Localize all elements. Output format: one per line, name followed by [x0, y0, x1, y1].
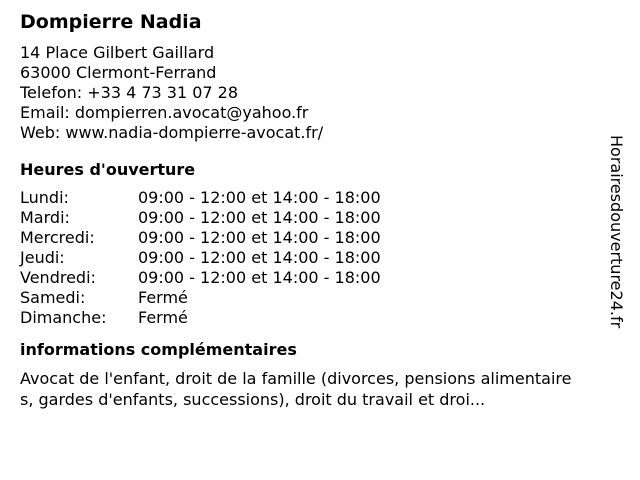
hours-time: Fermé — [138, 308, 188, 327]
hours-time: 09:00 - 12:00 et 14:00 - 18:00 — [138, 208, 381, 227]
hours-table — [20, 188, 610, 328]
phone-line: Telefon: +33 4 73 31 07 28 — [20, 83, 239, 102]
hours-day: Mardi: — [20, 208, 70, 227]
business-card — [20, 10, 610, 410]
hours-row-samedi — [20, 288, 610, 308]
hours-time: Fermé — [138, 288, 188, 307]
hours-day: Mercredi: — [20, 228, 95, 247]
hours-day: Jeudi: — [20, 248, 65, 267]
hours-time: 09:00 - 12:00 et 14:00 - 18:00 — [138, 228, 381, 247]
hours-time: 09:00 - 12:00 et 14:00 - 18:00 — [138, 248, 381, 267]
site-watermark: Horairesdouverture24.fr — [607, 135, 626, 329]
hours-row-dimanche — [20, 308, 610, 328]
hours-row-jeudi — [20, 248, 610, 268]
hours-title: Heures d'ouverture — [20, 160, 196, 179]
hours-row-mardi — [20, 208, 610, 228]
hours-time: 09:00 - 12:00 et 14:00 - 18:00 — [138, 188, 381, 207]
hours-time: 09:00 - 12:00 et 14:00 - 18:00 — [138, 268, 381, 287]
hours-day: Vendredi: — [20, 268, 96, 287]
website-line: Web: www.nadia-dompierre-avocat.fr/ — [20, 123, 324, 142]
info-title: informations complémentaires — [20, 340, 297, 359]
hours-row-mercredi — [20, 228, 610, 248]
hours-day: Samedi: — [20, 288, 86, 307]
email-line: Email: dompierren.avocat@yahoo.fr — [20, 103, 309, 122]
info-description: Avocat de l'enfant, droit de la famille (divorces, pensions alimentaires, gardes d'enfants, successions), droit du travail et droi... — [20, 369, 572, 409]
address-city: 63000 Clermont-Ferrand — [20, 63, 217, 82]
hours-day: Lundi: — [20, 188, 69, 207]
hours-day: Dimanche: — [20, 308, 107, 327]
hours-row-lundi — [20, 188, 610, 208]
hours-row-vendredi — [20, 268, 610, 288]
business-name: Dompierre Nadia — [20, 11, 202, 33]
address-street: 14 Place Gilbert Gaillard — [20, 43, 215, 62]
